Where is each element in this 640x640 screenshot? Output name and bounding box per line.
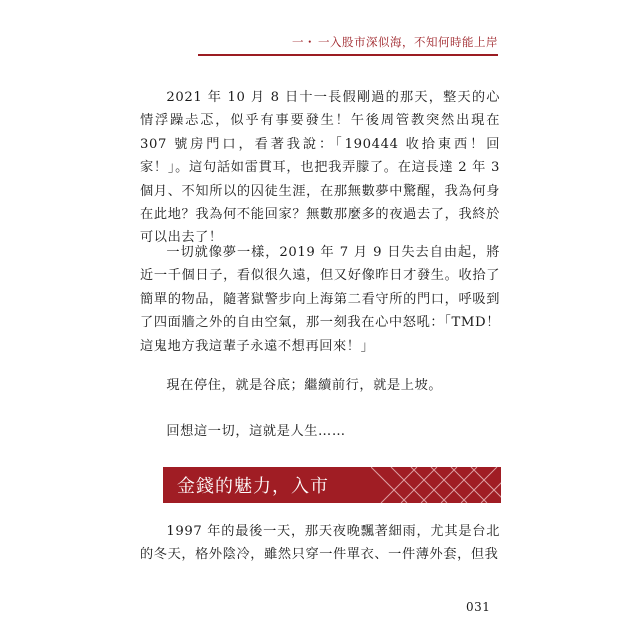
banner-decoration [371,467,501,503]
paragraph-4: 回想這一切，這就是人生…… [166,424,346,439]
paragraph-5: 1997 年的最後一天，那天夜晚飄著細雨，尤其是台北的冬天，格外陰冷，雖然只穿一件單衣、一件薄外套，但我 [140,524,500,563]
paragraph-1: 2021 年 10 月 8 日十一長假剛過的那天，整天的心情浮躁忐忑，似乎有事要發生！午後周管教突然出現在 307 號房門口，看著我說：「190444 收拾東西！回家！」。這句話如雷貫耳，也把我弄朦了。在這長達 2 年 3 個月、不知所以的囚徒生涯，在那無數夢中驚醒，我為何身在此地？我為何不能回家？無數那麼多的夜過去了，我終於可以出去了！ [140,90,500,246]
running-header [292,34,498,50]
header-rule [198,54,498,56]
section-title: 金錢的魅力，入市 [177,476,329,497]
paragraph-2: 一切就像夢一樣，2019 年 7 月 9 日失去自由起，將近一千個日子，看似很久遠，但又好像昨日才發生。收拾了簡單的物品，隨著獄警步向上海第二看守所的門口，呼吸到了四面牆之外的自由空氣，那一刻我在心中怒吼：「TMD！這鬼地方我這輩子永遠不想再回來！」 [140,245,500,354]
paragraph-3: 現在停住，就是谷底；繼續前行，就是上坡。 [166,378,443,393]
chapter-marker: 一・ [292,35,316,49]
chapter-title: 一入股市深似海，不知何時能上岸 [318,35,498,49]
page-number: 031 [466,600,491,614]
section-banner [163,467,501,503]
